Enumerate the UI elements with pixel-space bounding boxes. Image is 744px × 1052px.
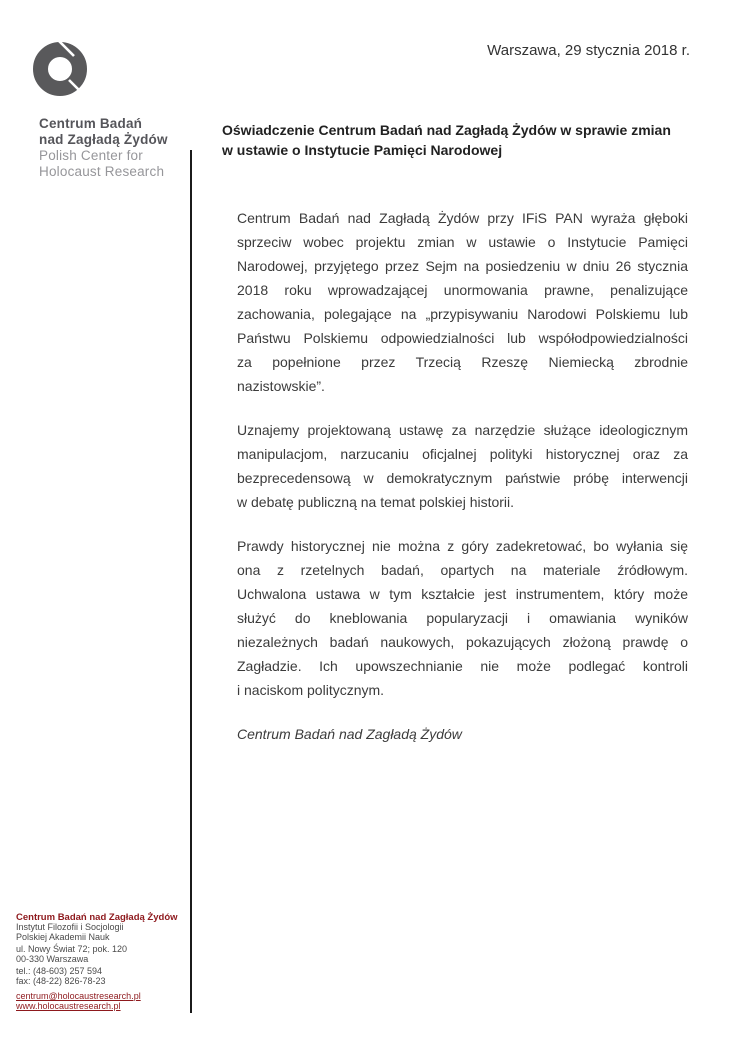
statement-title bbox=[222, 120, 688, 160]
paragraph-line: i naciskom politycznym. bbox=[237, 682, 385, 698]
logo-org-name-line2: nad Zagładą Żydów bbox=[39, 132, 168, 147]
paragraph-line: Narodowej, przyjętego przez Sejm na posiedzeniu w dniu 26 stycznia bbox=[237, 258, 688, 274]
statement-paragraph bbox=[237, 418, 688, 514]
paragraph-line: Uznajemy projektowaną ustawę za narzędzie służące ideologicznym bbox=[237, 422, 688, 438]
paragraph-line: zachowania, polegające na „przypisywaniu Narodowi Polskiemu lub bbox=[237, 306, 688, 322]
paragraph-line: niezależnych badań naukowych, pokazujących złożoną prawdę o bbox=[237, 634, 688, 650]
statement-paragraphs bbox=[237, 206, 688, 702]
footer-phone-block bbox=[16, 967, 181, 986]
footer-fax: fax: (48-22) 826-78-23 bbox=[16, 975, 106, 986]
footer-institute-line1: Instytut Filozofii i Socjologii bbox=[16, 922, 124, 932]
footer-institute-line2: Polskiej Akademii Nauk bbox=[16, 931, 110, 942]
logo-org-name-line1: Centrum Badań bbox=[39, 116, 143, 131]
paragraph-line: 2018 roku wprowadzającej unormowania prawne, penalizujące bbox=[237, 282, 688, 298]
vertical-divider bbox=[190, 150, 192, 1013]
statement-title-line1: Oświadczenie Centrum Badań nad Zagładą Żydów w sprawie zmian bbox=[222, 122, 671, 138]
paragraph-line: za popełnione przez Trzecią Rzeszę Niemiecką zbrodnie bbox=[237, 354, 688, 370]
paragraph-line: manipulacjom, narzucaniu oficjalnej polityki historycznej oraz za bbox=[237, 446, 688, 462]
paragraph-line: Państwu Polskiemu odpowiedzialności lub współodpowiedzialności bbox=[237, 330, 688, 346]
holocaust-research-center-logo-icon bbox=[33, 42, 87, 96]
paragraph-line: w debatę publiczną na temat polskiej historii. bbox=[237, 494, 515, 510]
footer-contact bbox=[16, 913, 181, 1014]
paragraph-line: Uchwalona ustawa w tym kształcie jest instrumentem, który może bbox=[237, 586, 688, 602]
footer-tel: tel.: (48-603) 257 594 bbox=[16, 966, 103, 976]
paragraph-line: Zagładzie. Ich upowszechnianie nie może podlegać kontroli bbox=[237, 658, 688, 674]
paragraph-line: Prawdy historycznej nie można z góry zadekretować, bo wyłania się bbox=[237, 538, 688, 554]
paragraph-line: nazistowskie”. bbox=[237, 378, 325, 394]
footer-website-link[interactable]: www.holocaustresearch.pl bbox=[16, 1001, 121, 1011]
paragraph-line: Centrum Badań nad Zagładą Żydów przy IFiS PAN wyraża głęboki bbox=[237, 210, 688, 226]
logo-org-name bbox=[39, 116, 168, 148]
footer-org-block bbox=[16, 913, 181, 942]
paragraph-line: służyć do kneblowania popularyzacji i omawiania wyników bbox=[237, 610, 688, 626]
statement-paragraph bbox=[237, 206, 688, 398]
paragraph-line: bezprecedensową w demokratycznym państwie próbę interwencji bbox=[237, 470, 688, 486]
paragraph-line: sprzeciw wobec projektu zmian w ustawie o Instytucie Pamięci bbox=[237, 234, 688, 250]
document-date: Warszawa, 29 stycznia 2018 r. bbox=[487, 42, 690, 59]
statement-paragraph bbox=[237, 534, 688, 702]
footer-address-line1: ul. Nowy Świat 72; pok. 120 bbox=[16, 944, 128, 954]
logo-org-subtitle-line1: Polish Center for bbox=[39, 148, 143, 163]
signature: Centrum Badań nad Zagładą Żydów bbox=[237, 726, 462, 742]
paragraph-line: ona z rzetelnych badań, opartych na materiale źródłowym. bbox=[237, 562, 688, 578]
statement-title-line2: w ustawie o Instytucie Pamięci Narodowej bbox=[222, 142, 503, 158]
footer-address-line2: 00-330 Warszawa bbox=[16, 953, 89, 964]
footer-links-block bbox=[16, 991, 181, 1011]
statement-content bbox=[222, 120, 688, 742]
footer-org-name: Centrum Badań nad Zagładą Żydów bbox=[16, 912, 178, 923]
logo-org-subtitle bbox=[39, 148, 164, 180]
logo-org-subtitle-line2: Holocaust Research bbox=[39, 164, 165, 179]
footer-address-block bbox=[16, 945, 181, 964]
footer-email-link[interactable]: centrum@holocaustresearch.pl bbox=[16, 991, 141, 1001]
